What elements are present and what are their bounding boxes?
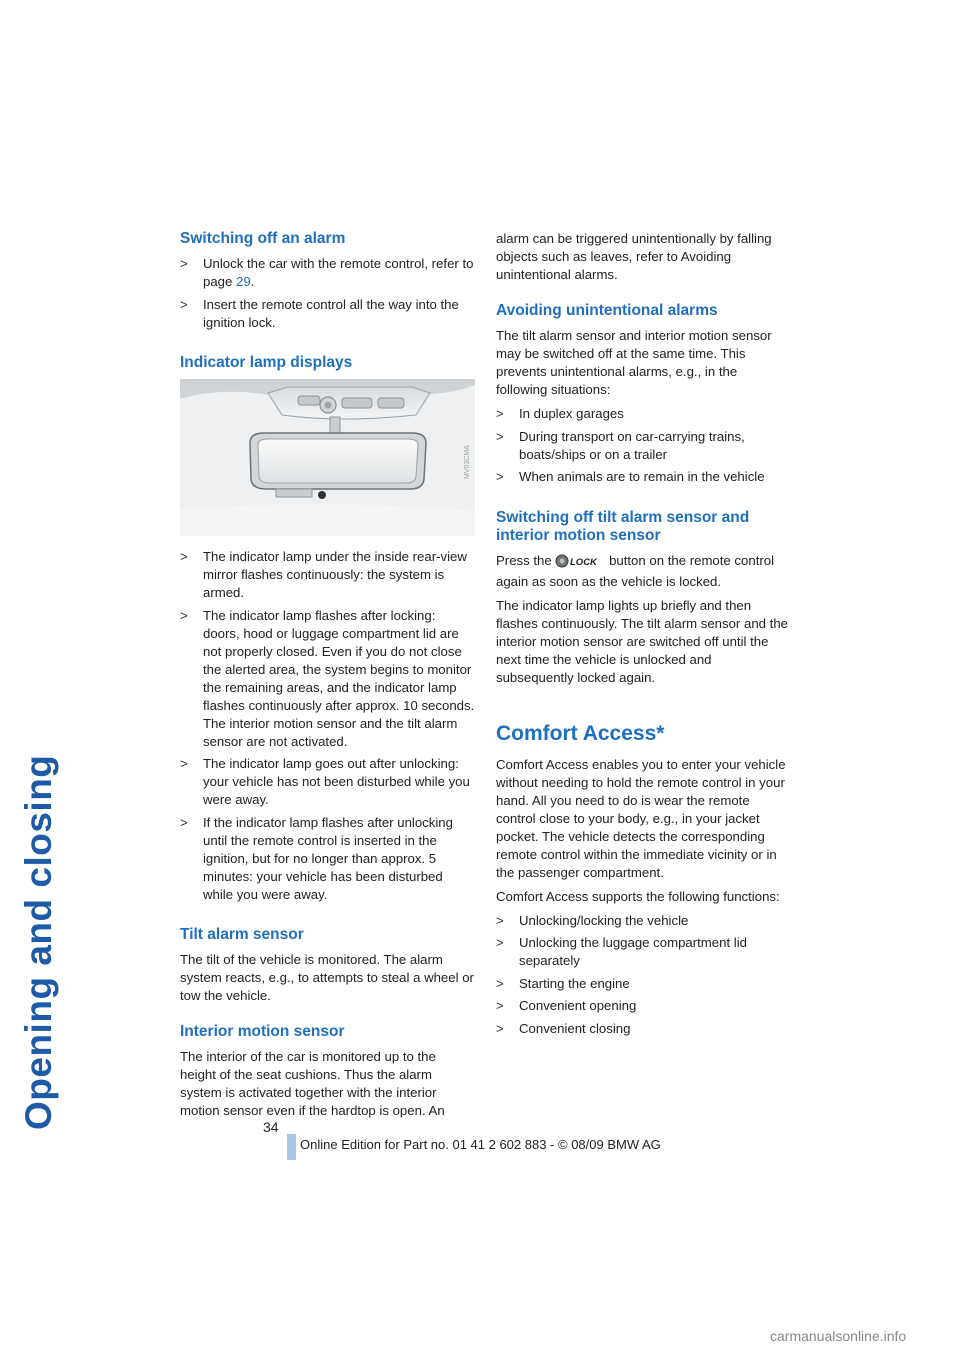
list-item: > When animals are to remain in the vehicle — [496, 469, 765, 484]
list-item: > Unlocking the luggage compartment lid separately — [496, 935, 747, 968]
comfort-access-list — [496, 912, 791, 1038]
avoiding-list — [496, 405, 791, 486]
avoiding-alarms-text: The tilt alarm sensor and interior motion sensor may be switched off at the same time. This prevents unintentional alarms, e.g., in the following situations: — [496, 328, 772, 397]
list-item: > The indicator lamp under the inside rear-view mirror flashes continuously: the system is armed. — [180, 549, 467, 600]
list-item: > During transport on car-carrying trains, boats/ships or on a trailer — [496, 428, 745, 462]
rearview-mirror-figure — [180, 379, 475, 536]
bullet-marker: > — [180, 296, 188, 312]
rearview-mirror-illustration — [180, 379, 475, 536]
tilt-alarm-text: The tilt of the vehicle is monitored. The alarm system reacts, e.g., to attempts to steal a wheel or tow the vehicle. — [180, 952, 474, 1003]
switching-off-sensors-text: Press the LOCK button on the remote control again as soon as the vehicle is locked. — [496, 552, 775, 589]
list-item: > Convenient opening — [496, 998, 637, 1013]
edition-text: Online Edition for Part no. 01 41 2 602 883 - © 08/09 BMW AG — [300, 1137, 661, 1152]
indicator-list — [180, 548, 475, 904]
left-column — [180, 230, 475, 1120]
footer-accent-bar — [287, 1134, 296, 1160]
interior-motion-text: The interior of the car is monitored up to the height of the seat cushions. Thus the alarm system is activated together with the interior motion sensor even if the hardtop is open. An — [180, 1049, 445, 1118]
list-item: > Unlocking/locking the vehicle — [496, 912, 689, 928]
heading-comfort-access: Comfort Access* — [496, 721, 665, 745]
list-item: > Convenient closing — [496, 1020, 631, 1036]
list-item: > Unlock the car with the remote control, refer to page 29. — [180, 256, 474, 289]
watermark: carmanualsonline.info — [770, 1328, 907, 1344]
switching-off-list — [180, 255, 475, 332]
right-column — [496, 230, 791, 1042]
lock-button-icon — [555, 554, 605, 573]
figure-code: MV03CMA — [464, 445, 471, 479]
switching-off-sensors-text-2: The indicator lamp lights up briefly and then flashes continuously. The tilt alarm sensor and the interior motion sensor are switched off until the next time the vehicle is unlocked and subsequently locked again. — [496, 597, 788, 685]
page-number: 34 — [263, 1119, 279, 1135]
list-item: > The indicator lamp flashes after locking: doors, hood or luggage compartment lid are not properly closed. Even if you do not close the alerted area, the system begins to monitor the remaining areas, and the indicator lamp flashes continuously after approx. 10 seconds. The interior motion sensor and the tilt alarm sensor are not activated. — [180, 607, 475, 749]
heading-indicator-lamp: Indicator lamp displays — [180, 354, 353, 371]
list-item: > Insert the remote control all the way into the ignition lock. — [180, 296, 459, 330]
bullet-marker: > — [180, 256, 188, 271]
page-link-29[interactable]: 29 — [236, 274, 251, 289]
list-item: > If the indicator lamp flashes after unlocking until the remote control is inserted in the ignition, but for no longer than approx. 5 minutes: your vehicle has been disturbed while you were away. — [180, 814, 453, 902]
list-item: > In duplex garages — [496, 406, 624, 421]
heading-avoiding-alarms: Avoiding unintentional alarms — [496, 302, 718, 319]
comfort-access-text-2: Comfort Access supports the following functions: — [496, 888, 780, 904]
comfort-access-text: Comfort Access enables you to enter your vehicle without needing to hold the remote control in your hand. All you need to do is wear the remote control close to your body, e.g., in your jacket pocket. The vehicle detects the corresponding remote control within the immediate vicinity or in the passenger compartment. — [496, 756, 786, 880]
heading-interior-motion: Interior motion sensor — [180, 1023, 345, 1040]
list-item: > The indicator lamp goes out after unlocking: your vehicle has not been disturbed while you were away. — [180, 756, 470, 807]
continued-text: alarm can be triggered unintentionally by falling objects such as leaves, refer to Avoiding unintentional alarms. — [496, 231, 772, 282]
list-item: > Starting the engine — [496, 975, 630, 991]
section-side-title — [18, 230, 68, 1130]
heading-switching-off-sensors: Switching off tilt alarm sensor and interior motion sensor — [496, 508, 750, 544]
lock-label: LOCK — [570, 556, 598, 568]
heading-switching-off-alarm: Switching off an alarm — [180, 230, 346, 247]
section-title-text: Opening and closing — [18, 754, 59, 1130]
heading-tilt-alarm: Tilt alarm sensor — [180, 926, 304, 943]
